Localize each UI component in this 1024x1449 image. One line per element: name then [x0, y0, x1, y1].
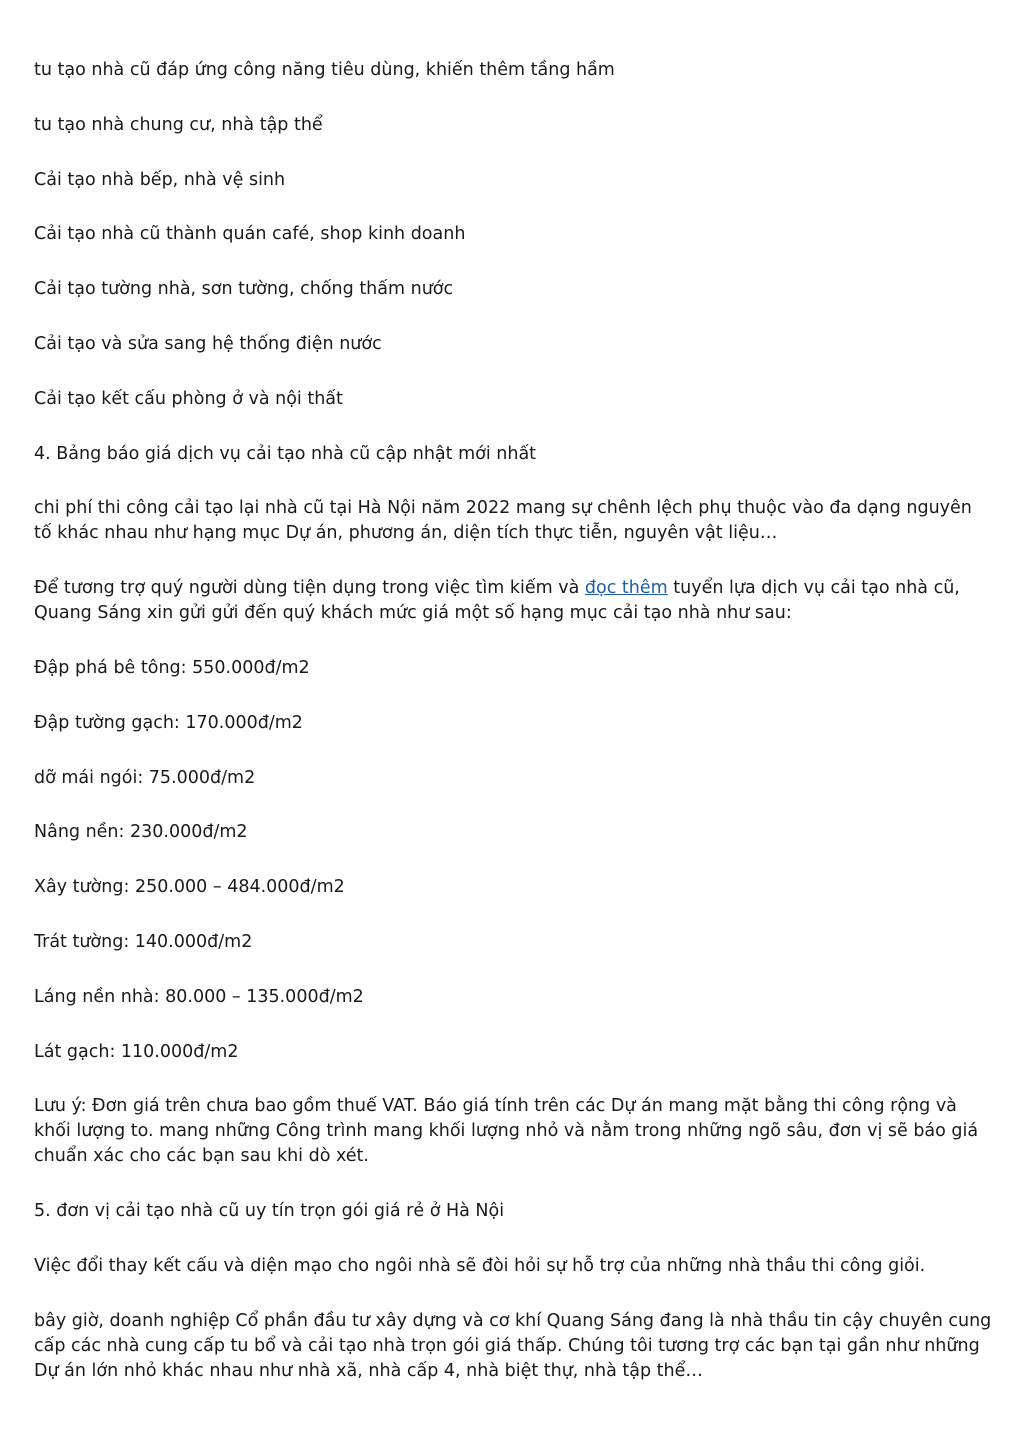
- price-item-floor-screeding: Láng nền nhà: 80.000 – 135.000đ/m2: [34, 986, 364, 1007]
- section-heading-contractor: 5. đơn vị cải tạo nhà cũ uy tín trọn gói giá rẻ ở Hà Nội: [34, 1201, 505, 1222]
- price-item-floor-raising: Nâng nền: 230.000đ/m2: [34, 822, 248, 843]
- paragraph-structure-interior: Cải tạo kết cấu phòng ở và nội thất: [34, 388, 343, 409]
- paragraph-cost-intro: chi phí thi công cải tạo lại nhà cũ tại Hà Nội năm 2022 mang sự chênh lệch phụ thuộc vào đa dạng nguyên tố khác nhau như hạng mục Dự án, phương án, diện tích thực tiễn, nguyên vật liệu…: [34, 498, 972, 544]
- paragraph-kitchen-bathroom: Cải tạo nhà bếp, nhà vệ sinh: [34, 169, 286, 190]
- paragraph-price-intro: [34, 576, 992, 626]
- paragraph-electric-water: Cải tạo và sửa sang hệ thống điện nước: [34, 333, 382, 354]
- paragraph-wall-paint: Cải tạo tường nhà, sơn tường, chống thấm nước: [34, 279, 454, 300]
- paragraph-price-note: Lưu ý: Đơn giá trên chưa bao gồm thuế VAT. Báo giá tính trên các Dự án mang mặt bằng thi công rộng và khối lượng to. mang những Công trình mang khối lượng nhỏ và nằm trong những ngõ sâu, đơn vị sẽ báo giá chuẩn xác cho các bạn sau khi dò xét.: [34, 1096, 979, 1167]
- price-item-tiling: Lát gạch: 110.000đ/m2: [34, 1041, 239, 1062]
- price-intro-text-start: Để tương trợ quý người dùng tiện dụng trong việc tìm kiếm và: [34, 578, 585, 599]
- price-item-brick-wall-demolition: Đập tường gạch: 170.000đ/m2: [34, 712, 303, 733]
- section-heading-price-table: 4. Bảng báo giá dịch vụ cải tạo nhà cũ cập nhật mới nhất: [34, 443, 537, 464]
- price-intro-text-end: tuyển lựa dịch vụ cải tạo nhà cũ, Quang Sáng xin gửi gửi đến quý khách mức giá một số hạng mục cải tạo nhà như sau:: [34, 578, 960, 624]
- price-item-concrete-demolition: Đập phá bê tông: 550.000đ/m2: [34, 657, 310, 678]
- paragraph-contractor-need: Việc đổi thay kết cấu và diện mạo cho ngôi nhà sẽ đòi hỏi sự hỗ trợ của những nhà thầu thi công giỏi.: [34, 1255, 926, 1276]
- price-item-roof-tile-removal: dỡ mái ngói: 75.000đ/m2: [34, 767, 256, 788]
- document-body: [34, 58, 992, 1414]
- paragraph-company-intro: bây giờ, doanh nghiệp Cổ phần đầu tư xây dựng và cơ khí Quang Sáng đang là nhà thầu tin cậy chuyên cung cấp các nhà cung cấp tu bổ và cải tạo nhà trọn gói giá thấp. Chúng tôi tương trợ các bạn tại gần như những Dự án lớn nhỏ khác nhau như nhà xã, nhà cấp 4, nhà biệt thự, nhà tập thể…: [34, 1310, 992, 1381]
- paragraph-basement-renovation: tu tạo nhà cũ đáp ứng công năng tiêu dùng, khiến thêm tầng hầm: [34, 60, 615, 80]
- price-item-wall-plastering: Trát tường: 140.000đ/m2: [34, 931, 253, 952]
- paragraph-cafe-shop: Cải tạo nhà cũ thành quán café, shop kinh doanh: [34, 224, 466, 245]
- paragraph-apartment-renovation: tu tạo nhà chung cư, nhà tập thể: [34, 114, 323, 135]
- price-item-wall-building: Xây tường: 250.000 – 484.000đ/m2: [34, 877, 345, 898]
- read-more-link[interactable]: đọc thêm: [584, 578, 668, 599]
